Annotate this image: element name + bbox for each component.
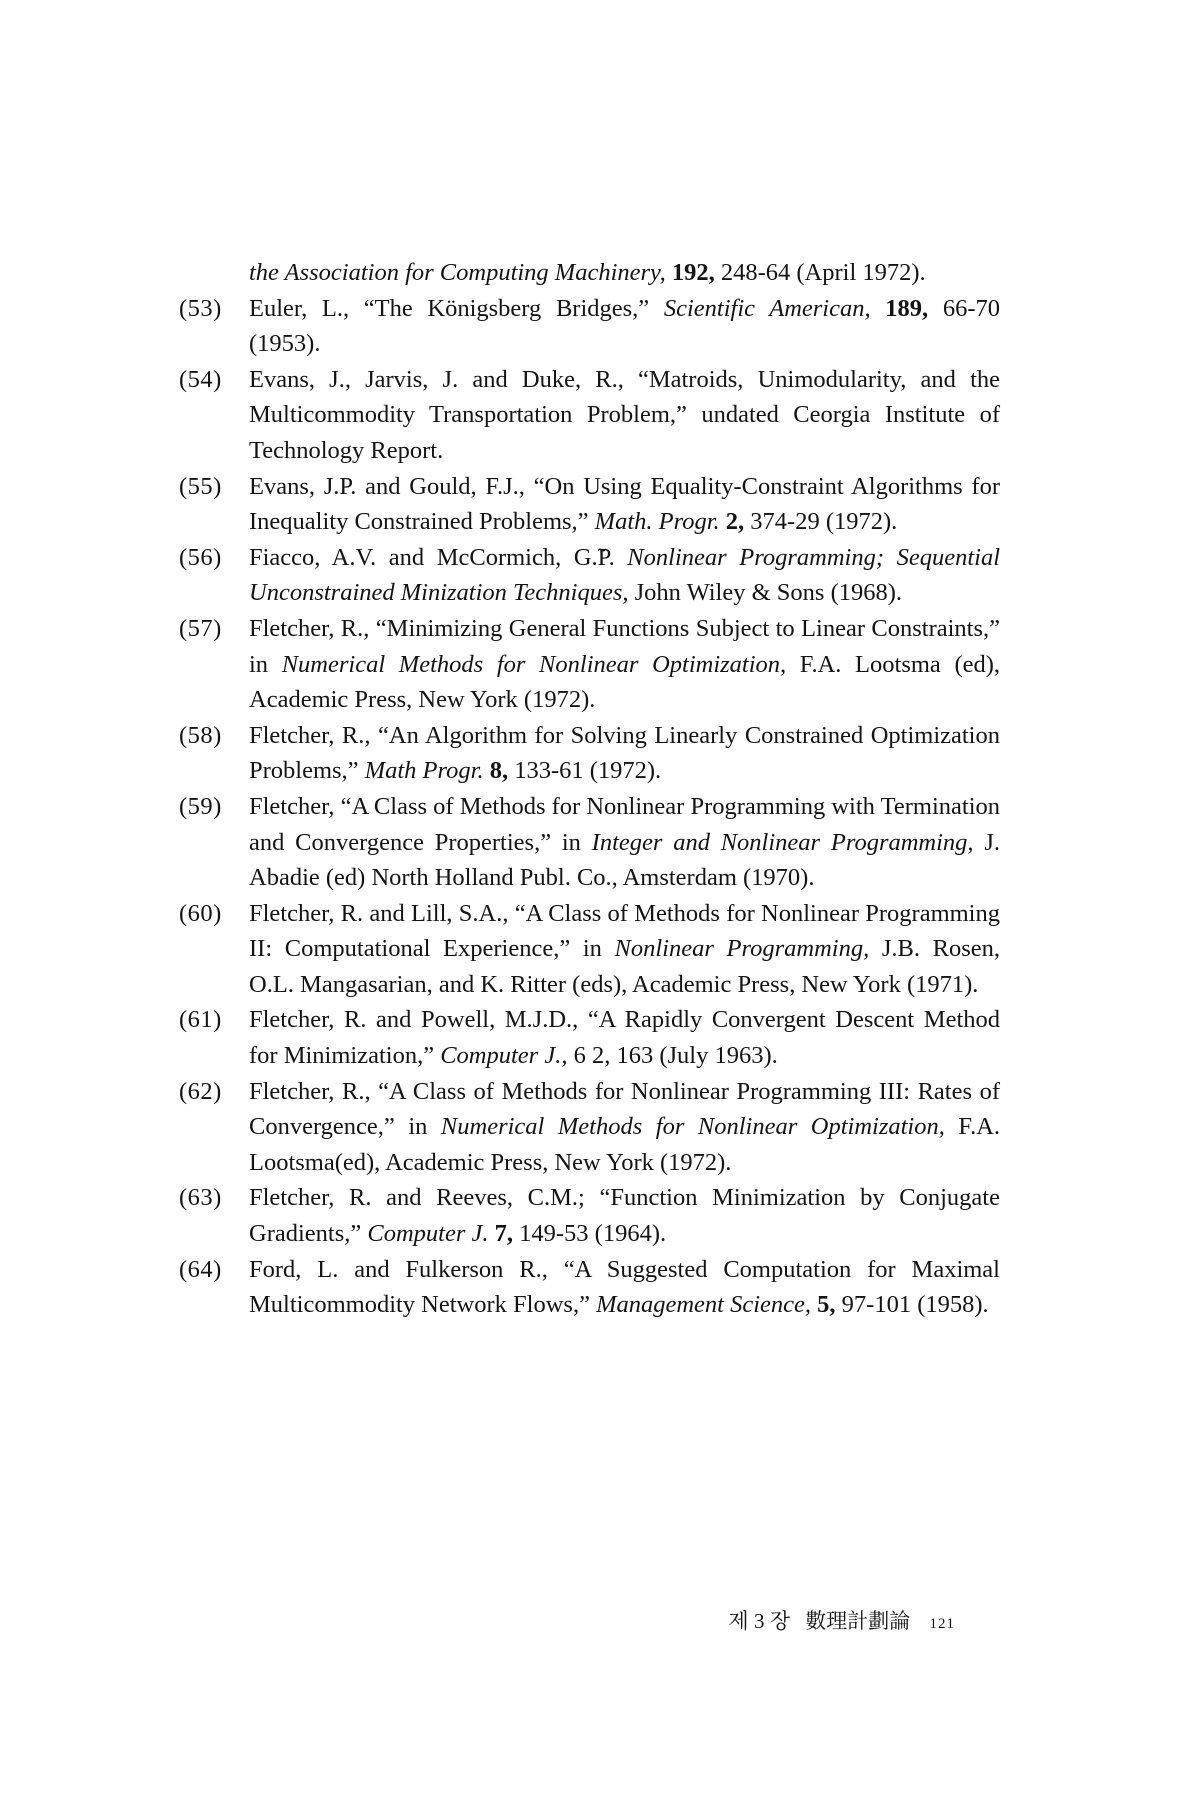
reference-segment: Fletcher, R. and Reeves, C.M.; “Function Minimization by Conjugate Gradients,” bbox=[249, 1184, 1000, 1248]
reference-number: (64) bbox=[179, 1255, 222, 1283]
reference-segment: Fletcher, R., “Minimizing General Functions Subject to Linear Constraints,” in bbox=[249, 614, 1000, 678]
reference-segment: Euler, L., “The Königsberg Bridges,” bbox=[249, 294, 664, 322]
reference-number: (63) bbox=[179, 1184, 222, 1212]
page-number: 121 bbox=[929, 1616, 955, 1632]
reference-text bbox=[249, 473, 1000, 536]
volume-number: 189, bbox=[885, 294, 929, 322]
reference-entry bbox=[170, 255, 1000, 291]
reference-entry bbox=[170, 611, 1000, 718]
reference-segment: J.B. Rosen, O.L. Mangasarian, and K. Ritter (eds), Academic Press, New York (1971). bbox=[249, 935, 1001, 998]
reference-segment: Ford, L. and Fulkerson R., “A Suggested Computation for Maximal Multicommodity Network Flows,” bbox=[249, 1255, 1000, 1319]
reference-segment: Fletcher, R., “An Algorithm for Solving Linearly Constrained Optimization Problems,” bbox=[249, 721, 1000, 785]
reference-entry bbox=[170, 291, 1000, 362]
reference-entry bbox=[170, 896, 1000, 1003]
italic-title: Computer J., bbox=[440, 1042, 568, 1070]
italic-title: Integer and Nonlinear Programming, bbox=[591, 828, 974, 856]
reference-number: (56) bbox=[179, 543, 222, 571]
reference-entry bbox=[170, 718, 1000, 789]
reference-segment: 248-64 (April 1972). bbox=[714, 259, 926, 286]
italic-title: Math. Progr. bbox=[594, 508, 720, 536]
italic-title: Numerical Methods for Nonlinear Optimization, bbox=[281, 650, 787, 678]
reference-segment: John Wiley & Sons (1968). bbox=[628, 579, 903, 607]
reference-segment: 6 2, 163 (July 1963). bbox=[567, 1042, 778, 1070]
reference-segment: F.A. Lootsma (ed), Academic Press, New York (1972). bbox=[249, 650, 1001, 714]
reference-text bbox=[249, 1256, 1000, 1319]
reference-segment: Evans, J.P. and Gould, F.J., “On Using Equality-Constraint Algorithms for Inequality Constrained Problems,” bbox=[249, 472, 1000, 536]
reference-entry bbox=[170, 469, 1000, 540]
reference-number: (59) bbox=[179, 792, 222, 820]
reference-segment: Evans, J., Jarvis, J. and Duke, R., “Matroids, Unimodularity, and the Multicommodity Transportation Problem,” undated Ceorgia Institute of Technology Report. bbox=[249, 365, 1000, 464]
reference-number: (54) bbox=[179, 365, 222, 393]
reference-text bbox=[249, 259, 926, 286]
reference-text bbox=[249, 1006, 1000, 1069]
reference-text bbox=[249, 1078, 1000, 1176]
reference-text bbox=[249, 1184, 1000, 1247]
reference-segment: Fletcher, R. and Lill, S.A., “A Class of Methods for Nonlinear Programming II: Computational Experience,” in bbox=[249, 899, 1000, 963]
reference-text bbox=[249, 793, 1000, 891]
reference-entry bbox=[170, 1252, 1000, 1323]
reference-segment: Fletcher, R. and Powell, M.J.D., “A Rapidly Convergent Descent Method for Minimization,” bbox=[249, 1006, 1000, 1070]
reference-segment: 97-101 (1958). bbox=[835, 1291, 989, 1319]
reference-number: (60) bbox=[179, 899, 222, 927]
reference-number: (57) bbox=[179, 614, 222, 642]
reference-number: (53) bbox=[179, 294, 222, 322]
reference-segment: F.A. Lootsma(ed), Academic Press, New York (1972). bbox=[249, 1113, 1001, 1176]
reference-text bbox=[249, 722, 1000, 785]
page-footer bbox=[0, 1605, 955, 1635]
reference-text bbox=[249, 366, 1000, 464]
volume-number: 7, bbox=[494, 1220, 513, 1248]
reference-segment: 149-53 (1964). bbox=[513, 1220, 667, 1248]
italic-title: Management Science, bbox=[596, 1291, 812, 1319]
reference-segment: J. Abadie (ed) North Holland Publ. Co., Amsterdam (1970). bbox=[249, 828, 1000, 892]
volume-number: 5, bbox=[817, 1291, 836, 1319]
italic-title: Computer J. bbox=[367, 1220, 489, 1248]
volume-number: 2, bbox=[725, 508, 745, 536]
reference-entry bbox=[170, 362, 1000, 469]
reference-number: (58) bbox=[179, 721, 222, 749]
chapter-title: 數理計劃論 bbox=[805, 1609, 911, 1633]
reference-segment: Fletcher, “A Class of Methods for Nonlinear Programming with Termination and Convergence Properties,” in bbox=[249, 792, 1000, 856]
reference-number: (62) bbox=[179, 1077, 222, 1105]
reference-segment: 374-29 (1972). bbox=[744, 508, 898, 536]
reference-text bbox=[249, 900, 1000, 998]
reference-segment: Fletcher, R., “A Class of Methods for Nonlinear Programming III: Rates of Convergence,” in bbox=[249, 1077, 1000, 1141]
reference-segment: Fiacco, A.V. and McCormich, G.̃P. bbox=[249, 543, 628, 571]
chapter-label: 제 3 장 bbox=[728, 1609, 790, 1633]
reference-segment bbox=[871, 295, 886, 322]
reference-list bbox=[170, 255, 1000, 1323]
reference-entry bbox=[170, 540, 1000, 611]
reference-text bbox=[249, 544, 1000, 607]
italic-title: Math Progr. bbox=[364, 757, 484, 785]
italic-title: Nonlinear Programming; Sequential Unconstrained Minization Techniques, bbox=[249, 543, 1000, 607]
reference-entry bbox=[170, 1074, 1000, 1181]
reference-entry bbox=[170, 789, 1000, 896]
volume-number: 8, bbox=[489, 757, 509, 785]
reference-number: (61) bbox=[179, 1006, 222, 1034]
italic-title: Nonlinear Programming, bbox=[614, 935, 870, 963]
reference-text bbox=[249, 615, 1000, 713]
reference-number: (55) bbox=[179, 472, 222, 500]
italic-title: Numerical Methods for Nonlinear Optimization, bbox=[440, 1113, 945, 1141]
reference-entry bbox=[170, 1002, 1000, 1073]
italic-title: the Association for Computing Machinery, bbox=[249, 259, 666, 286]
reference-segment: 133-61 (1972). bbox=[508, 757, 662, 785]
italic-title: Scientific American, bbox=[663, 294, 871, 322]
reference-text bbox=[249, 295, 1000, 358]
reference-entry bbox=[170, 1180, 1000, 1251]
reference-segment: 66-70 (1953). bbox=[249, 294, 1001, 358]
volume-number: 192, bbox=[671, 259, 715, 286]
